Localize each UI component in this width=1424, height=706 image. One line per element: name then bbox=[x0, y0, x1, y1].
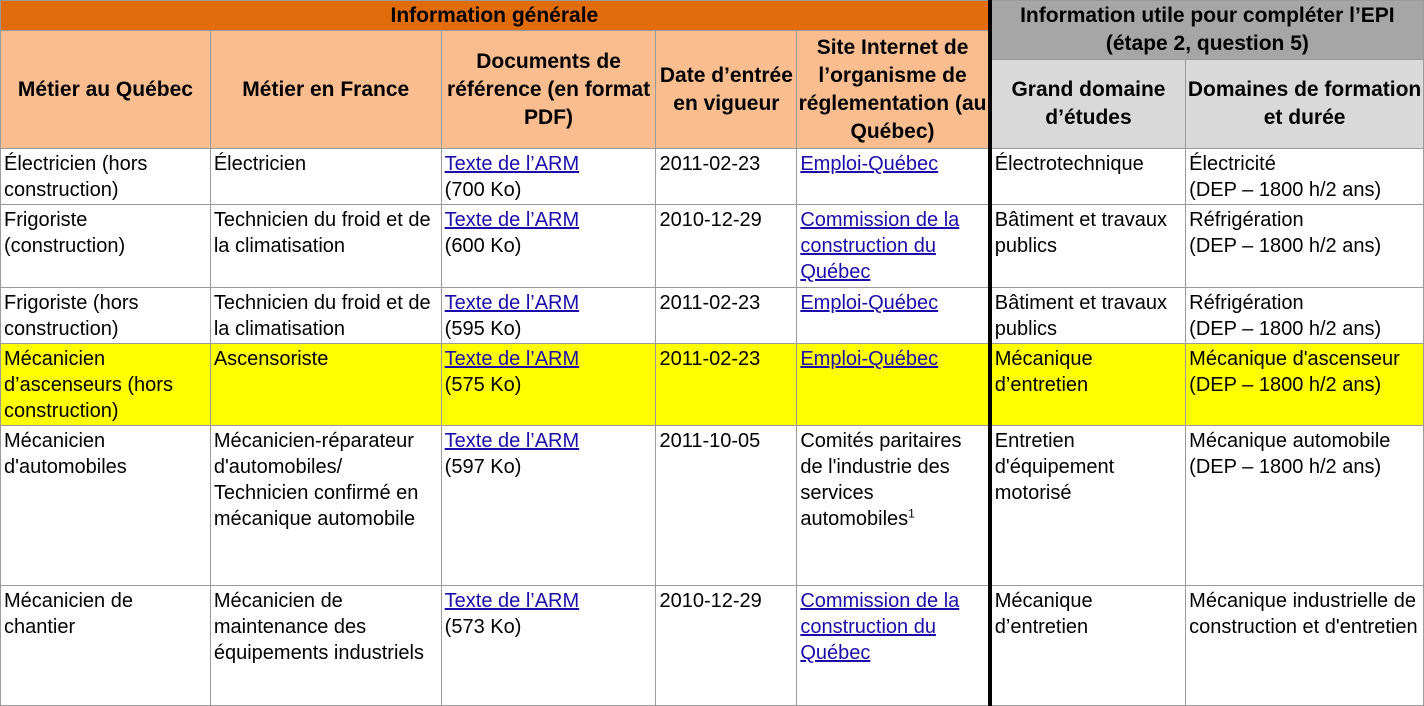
formation-duree: (DEP – 1800 h/2 ans) bbox=[1189, 235, 1382, 257]
col-header-metier-qc: Métier au Québec bbox=[1, 31, 211, 149]
site-link[interactable]: Commission de la construction du Québec bbox=[800, 590, 960, 664]
table-row-highlighted bbox=[1, 344, 1424, 426]
table-row bbox=[1, 426, 1424, 586]
metier-qc-cell: Frigoriste (hors construction) bbox=[4, 292, 139, 340]
formation-duree: (DEP – 1800 h/2 ans) bbox=[1189, 179, 1382, 201]
doc-link[interactable]: Texte de l’ARM bbox=[444, 430, 580, 452]
doc-size: (573 Ko) bbox=[444, 616, 522, 638]
doc-size: (600 Ko) bbox=[444, 235, 522, 257]
table-row bbox=[1, 149, 1424, 205]
formation-name: Réfrigération bbox=[1189, 209, 1304, 231]
date-cell: 2011-10-05 bbox=[659, 430, 761, 452]
metier-fr-cell: Mécanicien-réparateur d'automobiles/ Technicien confirmé en mécanique automobile bbox=[213, 430, 419, 530]
date-cell: 2011-02-23 bbox=[659, 292, 761, 314]
site-link[interactable]: Emploi-Québec bbox=[800, 348, 939, 370]
col-header-site: Site Internet de l’organisme de réglementation (au Québec) bbox=[797, 31, 990, 149]
metier-qc-cell: Mécanicien d’ascenseurs (hors construction) bbox=[4, 348, 173, 422]
domaine-cell: Mécanique d’entretien bbox=[994, 590, 1093, 638]
domaine-cell: Bâtiment et travaux publics bbox=[994, 209, 1168, 257]
domaine-cell: Entretien d'équipement motorisé bbox=[994, 430, 1115, 504]
metier-fr-cell: Mécanicien de maintenance des équipements industriels bbox=[213, 590, 424, 664]
doc-link[interactable]: Texte de l’ARM bbox=[444, 590, 580, 612]
date-cell: 2010-12-29 bbox=[659, 209, 762, 231]
doc-link[interactable]: Texte de l’ARM bbox=[444, 209, 580, 231]
doc-size: (595 Ko) bbox=[444, 318, 522, 340]
doc-link[interactable]: Texte de l’ARM bbox=[444, 348, 580, 370]
metier-fr-cell: Technicien du froid et de la climatisation bbox=[213, 209, 431, 257]
metier-qc-cell: Mécanicien d'automobiles bbox=[4, 430, 127, 478]
doc-size: (597 Ko) bbox=[444, 456, 522, 478]
domaine-cell: Électrotechnique bbox=[994, 153, 1144, 175]
site-text: Comités paritaires de l'industrie des services automobiles bbox=[800, 430, 962, 530]
site-link[interactable]: Emploi-Québec bbox=[800, 292, 939, 314]
metier-fr-cell: Électricien bbox=[213, 153, 307, 175]
formation-name: Réfrigération bbox=[1189, 292, 1304, 314]
domaine-cell: Bâtiment et travaux publics bbox=[994, 292, 1168, 340]
doc-link[interactable]: Texte de l’ARM bbox=[444, 153, 580, 175]
doc-size: (575 Ko) bbox=[444, 374, 522, 396]
col-header-date: Date d’entrée en vigueur bbox=[656, 31, 797, 149]
site-link[interactable]: Emploi-Québec bbox=[800, 153, 939, 175]
group-header-epi: Information utile pour compléter l’EPI (étape 2, question 5) bbox=[990, 1, 1424, 60]
doc-link[interactable]: Texte de l’ARM bbox=[444, 292, 580, 314]
col-header-documents: Documents de référence (en format PDF) bbox=[441, 31, 656, 149]
formation-duree: (DEP – 1800 h/2 ans) bbox=[1189, 456, 1382, 478]
formation-name: Mécanique automobile bbox=[1189, 430, 1391, 452]
formation-name: Électricité bbox=[1189, 153, 1276, 175]
table-row bbox=[1, 288, 1424, 344]
formation-name: Mécanique industrielle de construction et d'entretien bbox=[1189, 590, 1418, 638]
col-header-metier-fr: Métier en France bbox=[210, 31, 441, 149]
formation-duree: (DEP – 1800 h/2 ans) bbox=[1189, 318, 1382, 340]
doc-size: (700 Ko) bbox=[444, 179, 522, 201]
col-header-domaine: Grand domaine d’études bbox=[990, 60, 1186, 149]
date-cell: 2011-02-23 bbox=[659, 153, 761, 175]
table-row bbox=[1, 205, 1424, 288]
metier-fr-cell: Ascensoriste bbox=[213, 348, 329, 370]
formation-name: Mécanique d'ascenseur bbox=[1189, 348, 1400, 370]
metier-fr-cell: Technicien du froid et de la climatisation bbox=[213, 292, 431, 340]
group-header-general: Information générale bbox=[1, 1, 990, 31]
col-header-formation: Domaines de formation et durée bbox=[1186, 60, 1424, 149]
metier-qc-cell: Frigoriste (construction) bbox=[4, 209, 126, 257]
domaine-cell: Mécanique d’entretien bbox=[994, 348, 1093, 396]
footnote-marker: 1 bbox=[908, 506, 915, 521]
site-link[interactable]: Commission de la construction du Québec bbox=[800, 209, 960, 283]
formation-duree: (DEP – 1800 h/2 ans) bbox=[1189, 374, 1382, 396]
metier-qc-cell: Électricien (hors construction) bbox=[4, 153, 148, 201]
table-row bbox=[1, 586, 1424, 706]
metier-qc-cell: Mécanicien de chantier bbox=[4, 590, 133, 638]
date-cell: 2010-12-29 bbox=[659, 590, 762, 612]
date-cell: 2011-02-23 bbox=[659, 348, 761, 370]
